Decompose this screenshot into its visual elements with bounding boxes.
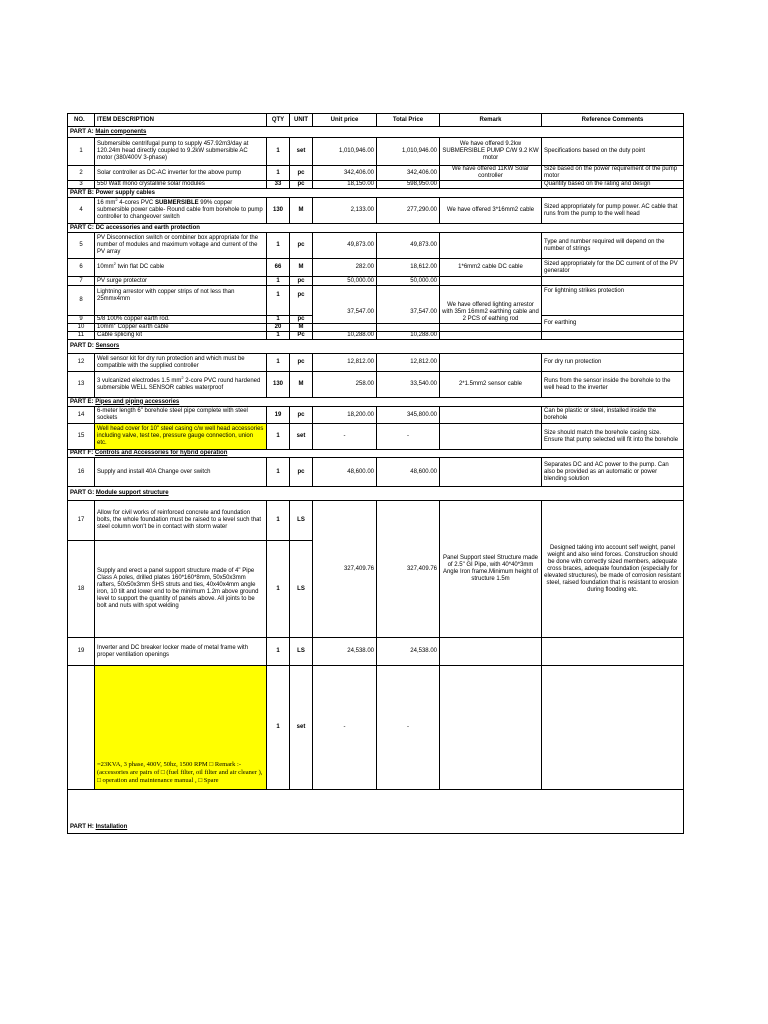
part-g-row (68, 487, 684, 501)
empty-cell (313, 316, 377, 324)
part-c-heading (68, 224, 684, 233)
header-reference-comments: Reference Comments (542, 114, 684, 127)
item-total-price: 33,540.00 (377, 372, 440, 398)
item-row-6 (68, 259, 684, 277)
item-remark: We have offered lighting arrestor with 35m 16mm2 earthing cable and 2 PCS of eathing rod (440, 286, 542, 324)
empty-cell (377, 316, 440, 324)
item-remark (440, 233, 542, 259)
item-remark: We have offered 9.2kw SUBMERSIBLE PUMP C/W 9.2 KW motor (440, 138, 542, 166)
item-qty: 1 (267, 277, 290, 286)
header-no: NO. (68, 114, 95, 127)
empty-cell (440, 332, 542, 340)
item-unit: pc (290, 407, 313, 424)
part-e-row (68, 398, 684, 407)
desc-part: 99% copper submersible power cable- Round cable from borehole to pump controller to changeover switch (97, 200, 263, 220)
item-qty: 1 (267, 424, 290, 450)
item-description: Solar controller as DC-AC inverter for the above pump (95, 166, 267, 181)
item-no: 17 (68, 501, 95, 541)
item-reference: Sized appropriately for the DC current of of the PV generator (542, 259, 684, 277)
item-reference: Quantity based on the rating and design (542, 181, 684, 189)
item-description: 6-meter length 6" borehole steel pipe complete with steel sockets (95, 407, 267, 424)
item-unit: pc (290, 286, 313, 316)
item-reference: Designed taking into account self weight, panel weight and also wind forces. Construction should be done with correctly sized members, adequate cross braces, adequate foundation (especially for elevated structures), be made of corrosion resistant steel, raised foundation that is resistant to erosion during flooding etc. (542, 501, 684, 638)
item-no: 16 (68, 458, 95, 487)
item-no: 4 (68, 198, 95, 224)
item-row-8 (68, 286, 684, 316)
superscript: 2 (113, 261, 116, 266)
item-reference: Runs from the sensor inside the borehole to the well head to the inverter (542, 372, 684, 398)
superscript: 2 (113, 323, 116, 326)
part-a-row (68, 127, 684, 138)
item-row-15 (68, 424, 684, 450)
item-no: 6 (68, 259, 95, 277)
header-remark: Remark (440, 114, 542, 127)
item-qty: 1 (267, 233, 290, 259)
item-unit-price: 18,200.00 (313, 407, 377, 424)
empty-cell (440, 666, 542, 790)
item-reference: For lightning strikes protection (542, 286, 684, 316)
item-unit-price: 1,010,946.00 (313, 138, 377, 166)
item-unit-price: - (313, 666, 377, 790)
item-row-19 (68, 638, 684, 666)
empty-cell (267, 822, 684, 834)
part-d-heading (68, 340, 684, 354)
item-description: PV Disconnection switch or combiner box appropriate for the number of modules and maximum voltage and current of the PV array (95, 233, 267, 259)
part-h-heading (68, 822, 267, 834)
quotation-table (67, 113, 684, 834)
item-no: 19 (68, 638, 95, 666)
empty-cell (377, 324, 440, 332)
item-remark (440, 458, 542, 487)
part-b-code: PART B: (70, 189, 94, 196)
item-description: Supply and erect a panel support structure made of 4" Pipe Class A poles, drilled plates 160*160*8mm, 50x50x3mm rafters, 50x50x3mm SHS struts and ties, 40x40x4mm angle iron, 10 tilt and lower end to be minimum 1.2m above ground level to support the quantity of panels above. All joints to be bolt and nuts with spot welding (95, 541, 267, 638)
item-remark (440, 407, 542, 424)
item-reference: Size should match the borehole casing size. Ensure that pump selected will fit into the borehole (542, 424, 684, 450)
item-no: 7 (68, 277, 95, 286)
item-total-price: 1,010,946.00 (377, 138, 440, 166)
part-g-title: Module support structure (95, 490, 169, 496)
item-qty: 1 (267, 666, 290, 790)
part-f-code: PART F: (70, 450, 94, 456)
item-no: 2 (68, 166, 95, 181)
item-unit: M (290, 259, 313, 277)
part-b-row (68, 189, 684, 198)
item-description: Allow for civil works of reinforced concrete and foundation bolts, the whole foundation must be raised to a level such that steel column won't be in contact with storm water (95, 501, 267, 541)
item-reference: For dry run protection (542, 354, 684, 372)
item-unit: set (290, 424, 313, 450)
item-remark (440, 424, 542, 450)
desc-part: Copper earth cable (115, 324, 169, 330)
spacer-row (68, 790, 684, 822)
item-reference: Type and number required will depend on the number of strings (542, 233, 684, 259)
item-unit-price: 342,406.00 (313, 166, 377, 181)
item-unit-price: 258.00 (313, 372, 377, 398)
item-row-3 (68, 181, 684, 189)
item-no: 5 (68, 233, 95, 259)
item-unit: M (290, 198, 313, 224)
item-unit-price: 282.00 (313, 259, 377, 277)
item-row-12 (68, 354, 684, 372)
item-total-price: 345,800.00 (377, 407, 440, 424)
item-no: 9 (68, 316, 95, 324)
item-description (95, 372, 267, 398)
item-qty: 33 (267, 181, 290, 189)
empty-cell (313, 324, 377, 332)
item-qty: 130 (267, 372, 290, 398)
item-unit: LS (290, 638, 313, 666)
item-total-price: 24,538.00 (377, 638, 440, 666)
item-qty: 1 (267, 458, 290, 487)
item-reference: Sized appropriately for pump power. AC cable that runs from the pump to the well head (542, 198, 684, 224)
item-no: 13 (68, 372, 95, 398)
superscript: 2 (181, 374, 184, 380)
item-no: 18 (68, 541, 95, 638)
item-unit: LS (290, 541, 313, 638)
item-description: 550 Watt mono crystalline solar modules (95, 181, 267, 189)
item-row-generator (68, 666, 684, 790)
item-qty: 1 (267, 138, 290, 166)
item-qty: 19 (267, 407, 290, 424)
item-unit-price: - (313, 424, 377, 450)
item-description (95, 324, 267, 332)
item-qty: 20 (267, 324, 290, 332)
item-description: Well sensor kit for dry run protection and which must be compatible with the supplied controller (95, 354, 267, 372)
item-row-17 (68, 501, 684, 541)
item-remark (440, 277, 542, 286)
item-unit: pc (290, 277, 313, 286)
item-unit: M (290, 372, 313, 398)
item-total-price: 12,812.00 (377, 354, 440, 372)
item-unit: pc (290, 166, 313, 181)
header-row (68, 114, 684, 127)
item-unit-price: 18,150.00 (313, 181, 377, 189)
item-reference: Separates DC and AC power to the pump. Can also be provided as an automatic or power blending solution (542, 458, 684, 487)
item-unit-price: 10,288.00 (313, 332, 377, 340)
desc-part: 2-core PVC round hardened submersible WELL SENSOR cables waterproof (97, 377, 261, 391)
item-no: 12 (68, 354, 95, 372)
empty-band (68, 790, 684, 822)
item-total-price: 37,547.00 (377, 286, 440, 316)
desc-part: twin flat DC cable (115, 264, 165, 270)
item-unit-price: 50,000.00 (313, 277, 377, 286)
item-unit: LS (290, 501, 313, 541)
header-unit: UNIT (290, 114, 313, 127)
part-e-code: PART E: (70, 398, 94, 405)
part-d-row (68, 340, 684, 354)
item-description: Submersible centrifugal pump to supply 457.92m3/day at 120.24m head directly coupled to 9.2kW submersible AC motor (380/400V 3-phase) (95, 138, 267, 166)
empty-cell (440, 638, 542, 666)
superscript: 2 (115, 197, 118, 202)
item-no (68, 666, 95, 790)
part-d-code: PART D: (70, 343, 94, 349)
item-qty: 1 (267, 166, 290, 181)
item-description (95, 259, 267, 277)
item-row-2 (68, 166, 684, 181)
item-remark: 2*1.5mm2 sensor cable (440, 372, 542, 398)
part-f-heading (68, 450, 684, 458)
part-g-code: PART G: (70, 490, 95, 496)
item-unit-price: 12,812.00 (313, 354, 377, 372)
item-no: 15 (68, 424, 95, 450)
item-no: 1 (68, 138, 95, 166)
item-unit: pc (290, 458, 313, 487)
item-qty: 1 (267, 638, 290, 666)
header-unit-price: Unit price (313, 114, 377, 127)
item-qty: 1 (267, 332, 290, 340)
item-description: Inverter and DC breaker locker made of metal frame with proper ventilation openings (95, 638, 267, 666)
item-description: 5/8 100% copper earth rod. (95, 316, 267, 324)
item-qty: 1 (267, 541, 290, 638)
part-c-title: DC accessories and earth protection (95, 224, 200, 231)
item-unit-price: 24,538.00 (313, 638, 377, 666)
item-description: Supply and install 40A Change over switch (95, 458, 267, 487)
item-row-11 (68, 332, 684, 340)
item-description: PV surge protector (95, 277, 267, 286)
part-g-heading (68, 487, 684, 501)
item-row-5 (68, 233, 684, 259)
item-total-price: 277,290.00 (377, 198, 440, 224)
item-qty: 1 (267, 501, 290, 541)
item-remark: Panel Support steel Structure made of 2.5" GI Pipe, with 40*40*3mm Angle Iron frame.Minimum height of structure 1.5m (440, 501, 542, 638)
part-b-title: Power supply cables (95, 189, 155, 196)
part-f-title: Controls and Accessories for hybrid operation (94, 450, 228, 456)
item-remark (440, 181, 542, 189)
item-row-14 (68, 407, 684, 424)
item-reference (542, 277, 684, 286)
item-unit: set (290, 666, 313, 790)
item-unit: pc (290, 181, 313, 189)
desc-part: 4-cores PVC (117, 200, 155, 206)
item-unit-price: 37,547.00 (313, 286, 377, 316)
desc-part: 10mm (97, 324, 114, 330)
part-f-row (68, 450, 684, 458)
item-remark (440, 354, 542, 372)
item-total-price: 50,000.00 (377, 277, 440, 286)
item-total-price: 49,873.00 (377, 233, 440, 259)
part-e-title: Pipes and piping accessories (95, 398, 180, 405)
item-reference: Size based on the power requirement of the pump motor (542, 166, 684, 181)
part-d-title: Sensors (95, 343, 120, 349)
desc-part: 10mm (97, 264, 114, 270)
part-h-code: PART H: (70, 823, 94, 830)
item-row-7 (68, 277, 684, 286)
item-unit-price: 327,409.76 (313, 501, 377, 638)
empty-cell (542, 638, 684, 666)
item-unit: pc (290, 233, 313, 259)
item-reference: For earthing (542, 316, 684, 332)
item-total-price: 10,288.00 (377, 332, 440, 340)
part-c-code: PART C: (70, 224, 94, 231)
item-total-price: 598,950.00 (377, 181, 440, 189)
item-row-4 (68, 198, 684, 224)
item-unit: pc (290, 316, 313, 324)
header-total-price: Total Price (377, 114, 440, 127)
item-description (95, 198, 267, 224)
item-row-9 (68, 316, 684, 324)
item-total-price: 342,406.00 (377, 166, 440, 181)
desc-part: 16 mm (97, 200, 116, 206)
item-row-16 (68, 458, 684, 487)
item-unit-price: 2,133.00 (313, 198, 377, 224)
part-a-code: PART A: (70, 128, 94, 135)
part-a-title: Main components (95, 128, 147, 135)
header-item-description: ITEM DESCRIPTION (95, 114, 267, 127)
desc-bold: SUBMERSIBLE (154, 200, 199, 206)
empty-cell (542, 332, 684, 340)
item-no: 10 (68, 324, 95, 332)
item-row-1 (68, 138, 684, 166)
item-description-highlighted: Well head cover for 10" steel casing c/w well head accessories including valve, test tee, pressure gauge connection, union etc. (95, 424, 267, 450)
item-no: 14 (68, 407, 95, 424)
item-no: 3 (68, 181, 95, 189)
item-qty: 1 (267, 316, 290, 324)
item-total-price: - (377, 666, 440, 790)
item-remark: We have offered 11KW Solar controller (440, 166, 542, 181)
item-row-13 (68, 372, 684, 398)
part-b-heading (68, 189, 684, 198)
item-description: Lightning arrestor with copper strips of not less than 25mmx4mm (95, 286, 267, 316)
item-total-price: - (377, 424, 440, 450)
part-a-heading (68, 127, 684, 138)
item-total-price: 327,409.76 (377, 501, 440, 638)
item-remark: 1*6mm2 cable DC cable (440, 259, 542, 277)
item-qty: 66 (267, 259, 290, 277)
item-remark: We have offered 3*16mm2 cable (440, 198, 542, 224)
desc-part: 3 vulcanized electrodes 1.5 mm (97, 377, 182, 384)
item-total-price: 48,600.00 (377, 458, 440, 487)
empty-cell (440, 324, 542, 332)
part-c-row (68, 224, 684, 233)
item-unit-price: 48,600.00 (313, 458, 377, 487)
item-qty: 1 (267, 354, 290, 372)
part-h-row (68, 822, 684, 834)
part-e-heading (68, 398, 684, 407)
item-qty: 130 (267, 198, 290, 224)
item-unit: set (290, 138, 313, 166)
item-no: 11 (68, 332, 95, 340)
item-unit-price: 49,873.00 (313, 233, 377, 259)
empty-cell (542, 666, 684, 790)
item-description: Cable splicing kit (95, 332, 267, 340)
item-unit: Pc (290, 332, 313, 340)
item-qty: 1 (267, 286, 290, 316)
item-no: 8 (68, 286, 95, 316)
item-description-highlighted: =23KVA, 3 phase, 400V, 50hz, 1500 RPM □ Remark :- (accessories are pairs of □ (fuel filter, oil filter and air cleaner ), □ operation and maintenance manual , □ Spare (95, 666, 267, 790)
item-unit: pc (290, 354, 313, 372)
item-total-price: 18,612.00 (377, 259, 440, 277)
item-reference: Can be plastic or steel, installed inside the borehole (542, 407, 684, 424)
item-unit: M (290, 324, 313, 332)
header-qty: QTY (267, 114, 290, 127)
part-h-title: Installation (95, 823, 128, 830)
item-reference: Specifications based on the duty point (542, 138, 684, 166)
